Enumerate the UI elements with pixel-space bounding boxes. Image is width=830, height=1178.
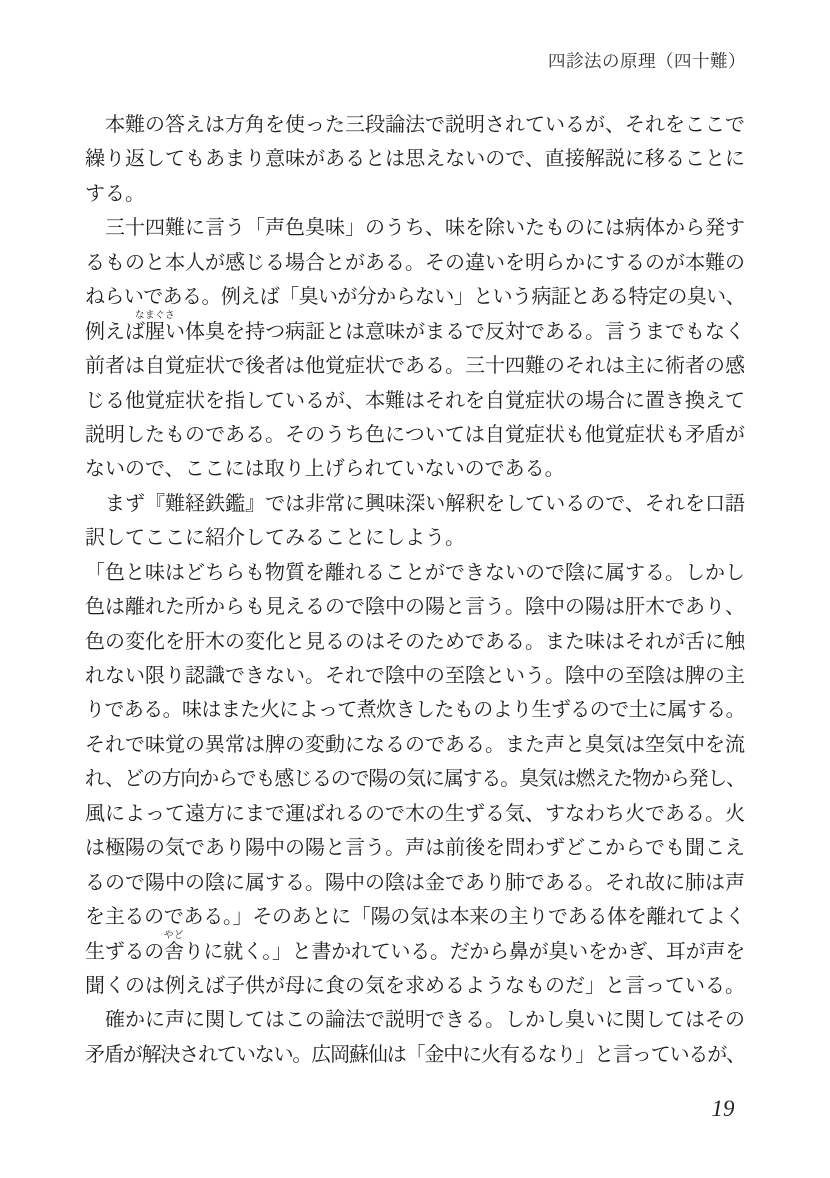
text-line: 「色と味はどちらも物質を離れることができないので陰に属する。しかし: [85, 561, 745, 584]
text-line: るものと本人が感じる場合とがある。その違いを明らかにするのが本難の: [85, 251, 745, 274]
text-line: ねらいである。例えば「臭いが分からない」という病証とある特定の臭い、: [85, 286, 745, 309]
text-line: るので陽中の陰に属する。陽中の陰は金であり肺である。それ故に肺は声: [85, 871, 745, 894]
text-line: 生ずるの舎 やど りに就く。」と書かれている。だから鼻が臭いをかぎ、耳が声を: [85, 935, 746, 969]
text-line: 訳してここに紹介してみることにしよう。: [85, 527, 465, 550]
text-line: まず『難経鉄鑑』では非常に興味深い解釈をしているので、それを口語: [85, 492, 745, 515]
text-line: 前者は自覚症状で後者は他覚症状である。三十四難のそれは主に術者の感: [85, 355, 745, 378]
text-line: じる他覚症状を指しているが、本難はそれを自覚症状の場合に置き換えて: [85, 389, 745, 412]
furigana: やど: [163, 930, 184, 941]
text-line: 本難の答えは方角を使った三段論法で説明されているが、それをここで: [85, 114, 745, 136]
furigana-base: 舎 やど: [163, 930, 184, 963]
text-line: 矛盾が解決されていない。広岡蘇仙は「金中に火有るなり」と言っているが、: [85, 1043, 745, 1066]
text-line: 聞くのは例えば子供が母に食の気を求めるようなものだ」と言っている。: [85, 974, 745, 997]
text-line: 三十四難に言う「声色臭味」のうち、味を除いたものには病体から発す: [85, 217, 745, 240]
text-line: れない限り認識できない。それで陰中の至陰という。陰中の至陰は脾の主: [85, 665, 745, 687]
page-number: 19: [711, 1096, 735, 1121]
text-line: りである。味はまた火によって煮炊きしたものより生ずるので土に属する。: [85, 699, 745, 722]
text-line: 色の変化を肝木の変化と見るのはそのためである。また味はそれが舌に触: [85, 630, 745, 653]
text-line: は極陽の気であり陽中の陽と言う。声は前後を問わずどこからでも聞こえ: [85, 837, 745, 860]
text-line: 説明したものである。そのうち色については自覚症状も他覚症状も矛盾が: [85, 423, 745, 446]
text-line: 確かに声に関してはこの論法で説明できる。しかし臭いに関してはその: [85, 1009, 745, 1032]
furigana-base: 腥 なまぐさ: [135, 310, 176, 343]
text-line: を主るのである。」そのあとに「陽の気は本来の主りである体を離れてよく: [85, 906, 745, 929]
text-line: 例えば腥 なまぐさ い体臭を持つ病証とは意味がまるで反対である。言うまでもなく: [85, 315, 746, 349]
text-line: する。: [85, 182, 145, 205]
page-header-title: 四診法の原理（四十難）: [548, 51, 746, 71]
text-line: ないので、ここには取り上げられていないのである。: [85, 458, 565, 481]
text-line: 色は離れた所からも見えるので陰中の陽と言う。陰中の陽は肝木であり、: [85, 596, 745, 619]
text-line: 風によって遠方にまで運ばれるので木の生ずる気、すなわち火である。火: [85, 802, 745, 825]
body-text: [85, 108, 746, 1072]
text-line: れ、どの方向からでも感じるので陽の気に属する。臭気は燃えた物から発し、: [85, 768, 745, 791]
text-line: 繰り返してもあまり意味があるとは思えないので、直接解説に移ることに: [85, 148, 745, 171]
text-line: それで味覚の異常は脾の変動になるのである。また声と臭気は空気中を流: [85, 733, 745, 756]
furigana: なまぐさ: [135, 310, 176, 321]
